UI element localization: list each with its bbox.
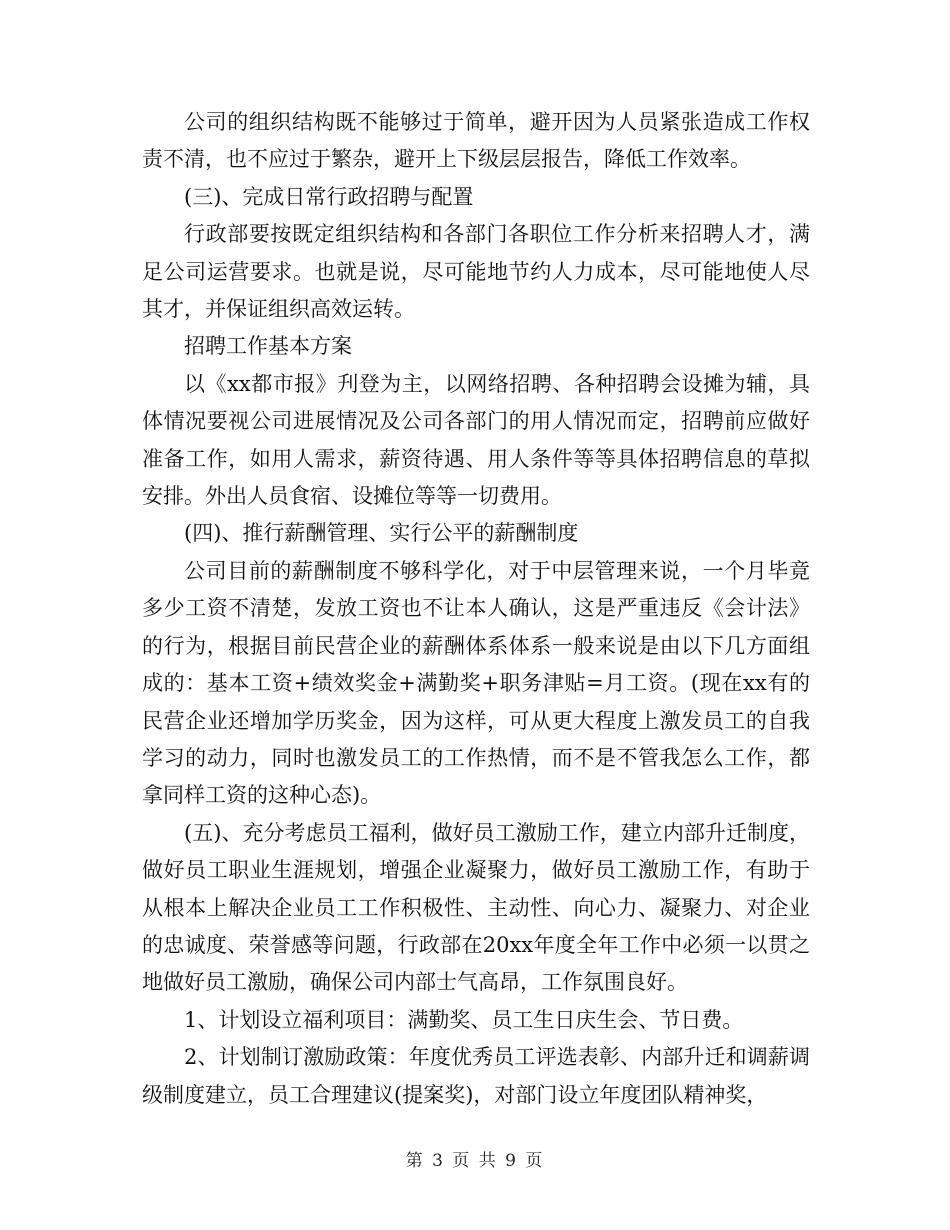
page-number-footer: 第 3 页 共 9 页 [405,1151,545,1171]
paragraph-salary-system: 公司目前的薪酬制度不够科学化，对于中层管理来说，一个月毕竟多少工资不清楚，发放工资也不让本人确认，这是严重违反《会计法》的行为，根据目前民营企业的薪酬体系体系一般来说是由以下几方面组成的：基本工资+绩效奖金+满勤奖+职务津贴=月工资。(现在xx有的民营企业还增加学历奖金，因为这样，可从更大程度上激发员工的自我学习的动力，同时也激发员工的工作热情，而不是不管我怎么工作，都拿同样工资的这种心态)。 [142,558,810,808]
document-body [142,104,810,1114]
paragraph-org-structure: 公司的组织结构既不能够过于简单，避开因为人员紧张造成工作权责不清，也不应过于繁杂，避开上下级层层报告，降低工作效率。 [142,110,810,172]
heading-recruitment: (三)、完成日常行政招聘与配置 [184,184,474,209]
heading-recruitment-plan: 招聘工作基本方案 [184,334,352,359]
paragraph-employee-welfare: (五)、充分考虑员工福利，做好员工激励工作，建立内部升迁制度，做好员工职业生涯规划，增强企业凝聚力，做好员工激励工作，有助于从根本上解决企业员工工作积极性、主动性、向心力、凝聚力、对企业的忠诚度、荣誉感等问题，行政部在20xx年度全年工作中必须一以贯之地做好员工激励，确保公司内部士气高昂，工作氛围良好。 [142,820,810,995]
paragraph-recruitment-requirements: 行政部要按既定组织结构和各部门各职位工作分析来招聘人才，满足公司运营要求。也就是说，尽可能地节约人力成本，尽可能地使人尽其才，并保证组织高效运转。 [142,222,810,322]
heading-salary-management: (四)、推行薪酬管理、实行公平的薪酬制度 [184,521,579,546]
list-item-welfare-projects: 1、计划设立福利项目：满勤奖、员工生日庆生会、节日费。 [184,1007,744,1032]
paragraph-recruitment-plan: 以《xx都市报》刋登为主，以网络招聘、各种招聘会设摊为辅，具体情况要视公司进展情况及公司各部门的用人情况而定，招聘前应做好准备工作，如用人需求，薪资待遇、用人条件等等具体招聘信息的草拟安排。外出人员食宿、设摊位等等一切费用。 [142,371,810,509]
list-item-incentive-policy: 2、计划制订激励政策：年度优秀员工评选表彰、内部升迁和调薪调级制度建立，员工合理建议(提案奖)，对部门设立年度团队精神奖， [142,1045,810,1107]
